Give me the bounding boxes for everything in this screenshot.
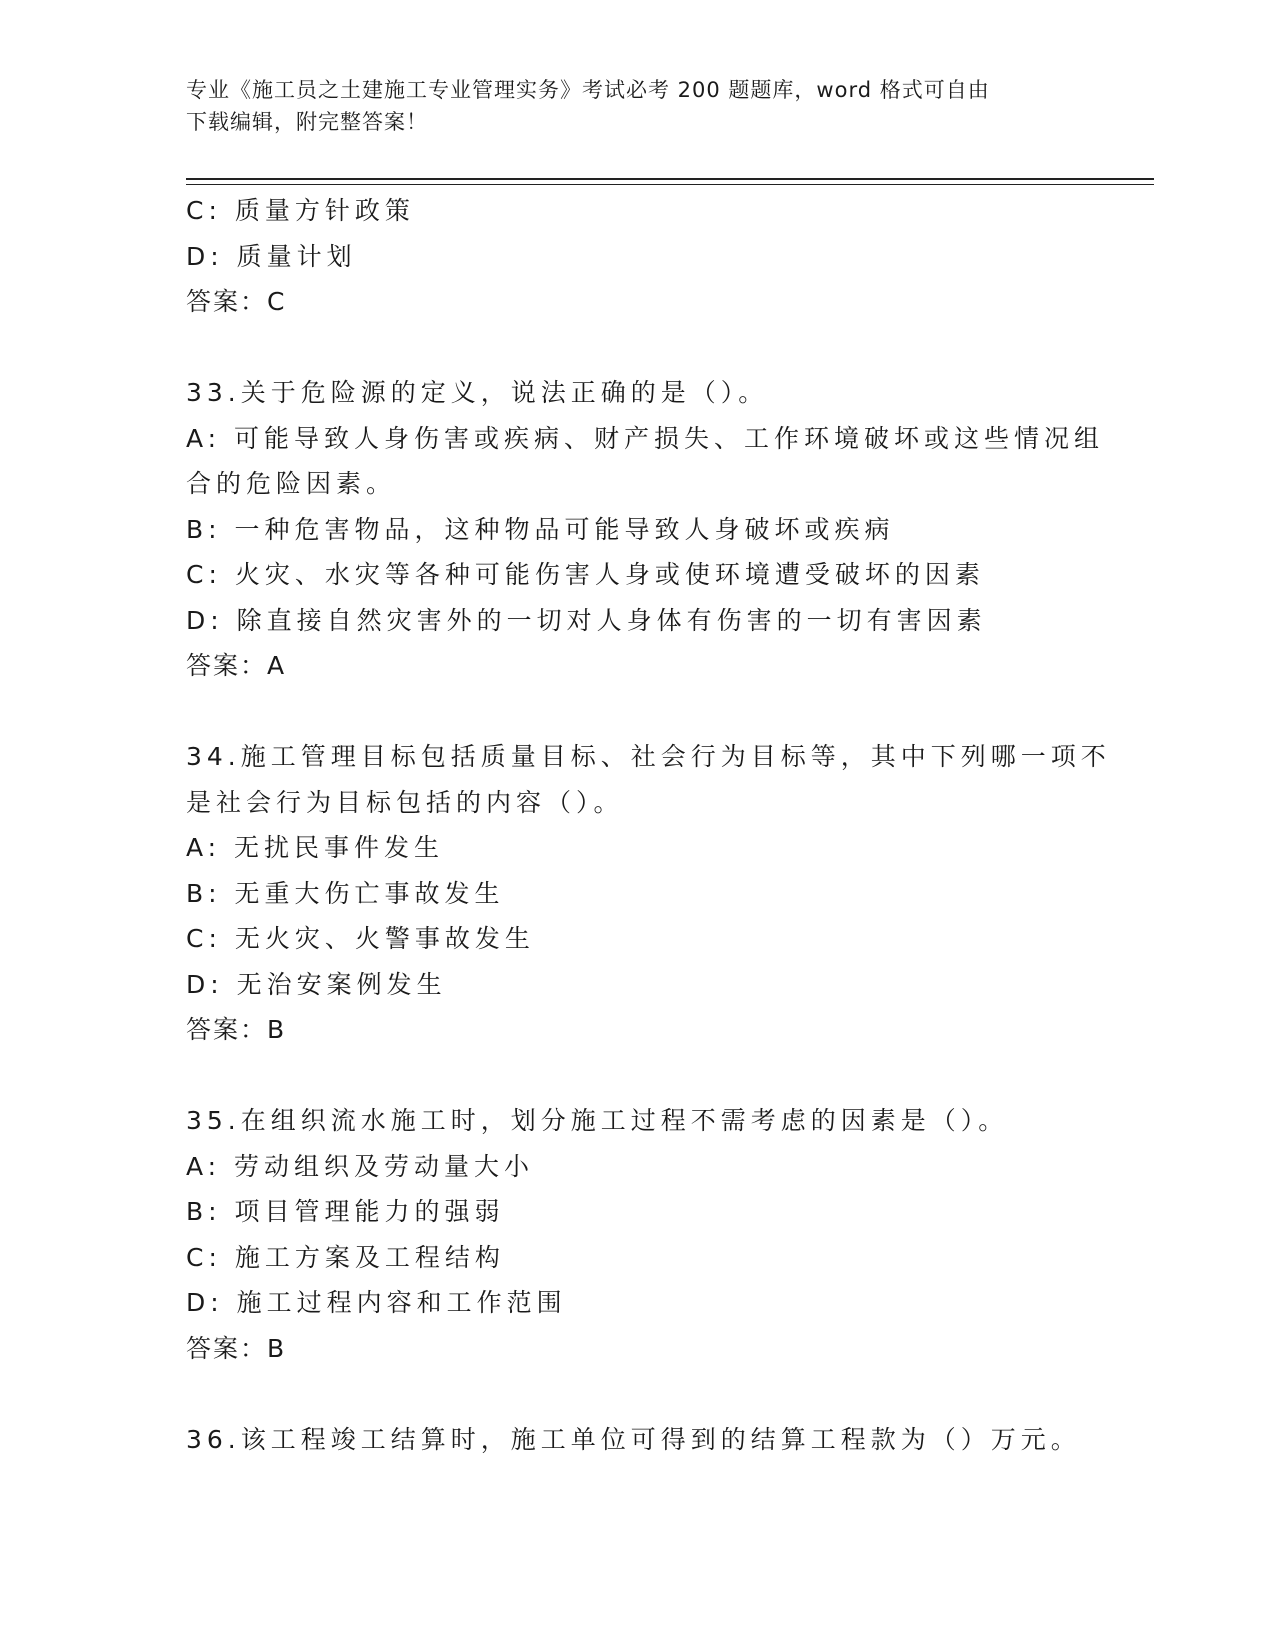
option-c: C: 无火灾、火警事故发生 (186, 924, 535, 953)
question-33 (186, 370, 1105, 689)
header-line-2: 下载编辑，附完整答案！ (186, 110, 428, 134)
spacer (186, 325, 1086, 371)
option-d: D: 无治安案例发生 (186, 969, 447, 999)
page-header (186, 74, 1066, 138)
option-b: B: 一种危害物品，这种物品可能导致人身破坏或疾病 (186, 514, 895, 544)
option-b: B: 项目管理能力的强弱 (186, 1197, 505, 1226)
option-a-continued: 合的危险因素。 (186, 469, 397, 498)
question-32-partial (186, 188, 1086, 325)
option-d: D: 除直接自然灾害外的一切对人身体有伤害的一切有害因素 (186, 605, 987, 635)
option-a: A: 无扰民事件发生 (186, 833, 445, 862)
question-35 (186, 1098, 1086, 1371)
question-stem: 36.该工程竣工结算时，施工单位可得到的结算工程款为（）万元。 (186, 1424, 1081, 1454)
option-d: D: 施工过程内容和工作范围 (186, 1288, 567, 1317)
answer: 答案：B (186, 1333, 287, 1363)
option-b: B: 无重大伤亡事故发生 (186, 878, 505, 908)
spacer (186, 689, 1086, 735)
header-line-1: 专业《施工员之土建施工专业管理实务》考试必考 200 题题库，word 格式可自由 (186, 78, 990, 102)
question-list (186, 188, 1111, 1462)
option-d: D: 质量计划 (186, 241, 357, 271)
option-a: A: 劳动组织及劳动量大小 (186, 1151, 535, 1181)
spacer (186, 1053, 1086, 1099)
question-stem: 33.关于危险源的定义，说法正确的是（）。 (186, 378, 769, 407)
question-34 (186, 734, 1111, 1053)
option-c: C: 质量方针政策 (186, 196, 415, 225)
answer: 答案：A (186, 651, 287, 680)
answer: 答案：B (186, 1015, 287, 1044)
question-stem-continued: 是社会行为目标包括的内容（）。 (186, 787, 624, 817)
spacer (186, 1371, 1086, 1417)
option-a: A: 可能导致人身伤害或疾病、财产损失、工作环境破坏或这些情况组 (186, 423, 1105, 453)
header-rule-thin (186, 184, 1154, 185)
answer: 答案：C (186, 287, 287, 316)
header-rule-thick (186, 178, 1154, 180)
question-stem: 34.施工管理目标包括质量目标、社会行为目标等，其中下列哪一项不 (186, 742, 1111, 771)
option-c: C: 火灾、水灾等各种可能伤害人身或使环境遭受破坏的因素 (186, 560, 985, 589)
question-36 (186, 1417, 1086, 1463)
question-stem: 35.在组织流水施工时，划分施工过程不需考虑的因素是（）。 (186, 1106, 1009, 1135)
option-c: C: 施工方案及工程结构 (186, 1242, 505, 1272)
